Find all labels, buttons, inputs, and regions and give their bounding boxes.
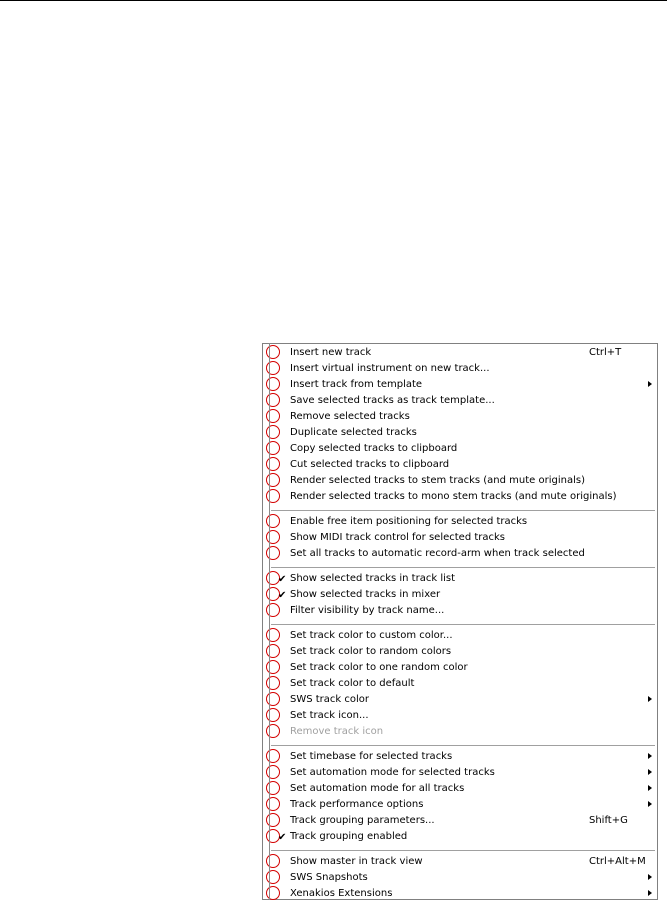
menu-item-xenakios-extensions[interactable] [263, 887, 657, 903]
menu-item-label: Cut selected tracks to clipboard [290, 459, 450, 470]
menu-item-label: Remove track icon [290, 726, 384, 737]
menu-item-track-grouping-enabled[interactable] [263, 830, 657, 846]
menu-item-label: Enable free item positioning for selected tracks [290, 516, 528, 527]
menu-item-label: Insert track from template [290, 379, 423, 390]
menu-item-label: Save selected tracks as track template... [290, 395, 495, 406]
checkmark-icon: ✔ [278, 832, 287, 843]
menu-item-label: Track performance options [290, 799, 424, 810]
menu-item-insert-track-from-template[interactable] [263, 378, 657, 394]
menu-item-label: Show selected tracks in mixer [290, 589, 441, 600]
menu-item-label: Set track color to default [290, 678, 415, 689]
submenu-arrow-icon [648, 890, 652, 896]
menu-item-shortcut: Ctrl+T [589, 347, 622, 358]
menu-item-set-track-icon[interactable] [263, 709, 657, 725]
menu-item-label: Set timebase for selected tracks [290, 751, 453, 762]
menu-item-insert-virtual-instrument-on-new-track[interactable] [263, 362, 657, 378]
track-context-menu [262, 343, 658, 900]
menu-separator [271, 624, 655, 625]
menu-item-label: Show MIDI track control for selected tracks [290, 532, 506, 543]
menu-item-set-track-color-to-random-colors[interactable] [263, 645, 657, 661]
menu-item-cut-selected-tracks-to-clipboard[interactable] [263, 458, 657, 474]
menu-item-filter-visibility-by-track-name[interactable] [263, 604, 657, 620]
menu-item-enable-free-item-positioning-for-selected-tracks[interactable] [263, 515, 657, 531]
menu-item-label: Filter visibility by track name... [290, 605, 445, 616]
menu-item-sws-track-color[interactable] [263, 693, 657, 709]
submenu-arrow-icon [648, 696, 652, 702]
menu-item-label: Show master in track view [290, 856, 423, 867]
checkmark-icon: ✔ [278, 590, 287, 601]
menu-item-show-selected-tracks-in-track-list[interactable] [263, 572, 657, 588]
menu-item-shortcut: Shift+G [589, 815, 628, 826]
menu-item-label: Track grouping parameters... [290, 815, 435, 826]
menu-item-show-midi-track-control-for-selected-tracks[interactable] [263, 531, 657, 547]
menu-item-label: SWS track color [290, 694, 370, 705]
menu-item-set-track-color-to-custom-color[interactable] [263, 629, 657, 645]
menu-item-label: Duplicate selected tracks [290, 427, 417, 438]
menu-separator [271, 510, 655, 511]
menu-gutter-line [269, 343, 270, 900]
menu-item-copy-selected-tracks-to-clipboard[interactable] [263, 442, 657, 458]
menu-item-label: Track grouping enabled [290, 831, 408, 842]
menu-item-label: Render selected tracks to stem tracks (and mute originals) [290, 475, 585, 486]
menu-item-set-all-tracks-to-automatic-record-arm-when-track-selected[interactable] [263, 547, 657, 563]
menu-item-label: Xenakios Extensions [290, 888, 393, 899]
submenu-arrow-icon [648, 785, 652, 791]
menu-item-label: Copy selected tracks to clipboard [290, 443, 458, 454]
menu-item-label: Set track color to custom color... [290, 630, 453, 641]
menu-item-remove-track-icon [263, 725, 657, 741]
menu-item-render-selected-tracks-to-stem-tracks-and-mute-originals[interactable] [263, 474, 657, 490]
menu-item-render-selected-tracks-to-mono-stem-tracks-and-mute-originals[interactable] [263, 490, 657, 506]
menu-item-save-selected-tracks-as-track-template[interactable] [263, 394, 657, 410]
menu-item-label: Set track color to one random color [290, 662, 468, 673]
menu-item-duplicate-selected-tracks[interactable] [263, 426, 657, 442]
menu-item-label: Set track icon... [290, 710, 369, 721]
menu-item-shortcut: Ctrl+Alt+M [589, 856, 646, 867]
menu-item-set-timebase-for-selected-tracks[interactable] [263, 750, 657, 766]
menu-item-label: Set all tracks to automatic record-arm when track selected [290, 548, 585, 559]
menu-separator [271, 850, 655, 851]
menu-item-label: Set track color to random colors [290, 646, 452, 657]
menu-item-label: Remove selected tracks [290, 411, 410, 422]
menu-separator [271, 745, 655, 746]
menu-item-label: Set automation mode for selected tracks [290, 767, 495, 778]
menu-item-insert-new-track[interactable] [263, 346, 657, 362]
submenu-arrow-icon [648, 769, 652, 775]
menu-item-set-automation-mode-for-all-tracks[interactable] [263, 782, 657, 798]
checkmark-icon: ✔ [278, 574, 287, 585]
menu-item-remove-selected-tracks[interactable] [263, 410, 657, 426]
submenu-arrow-icon [648, 381, 652, 387]
menu-item-label: Render selected tracks to mono stem tracks (and mute originals) [290, 491, 617, 502]
menu-item-sws-snapshots[interactable] [263, 871, 657, 887]
menu-item-label: Insert virtual instrument on new track... [290, 363, 490, 374]
menu-item-label: Set automation mode for all tracks [290, 783, 465, 794]
menu-item-label: Insert new track [290, 347, 372, 358]
menu-item-label: Show selected tracks in track list [290, 573, 455, 584]
menu-item-show-selected-tracks-in-mixer[interactable] [263, 588, 657, 604]
menu-item-track-performance-options[interactable] [263, 798, 657, 814]
submenu-arrow-icon [648, 801, 652, 807]
menu-item-track-grouping-parameters[interactable] [263, 814, 657, 830]
menu-item-set-track-color-to-one-random-color[interactable] [263, 661, 657, 677]
page-top-rule [0, 0, 667, 1]
menu-item-set-automation-mode-for-selected-tracks[interactable] [263, 766, 657, 782]
menu-separator [271, 567, 655, 568]
menu-item-label: SWS Snapshots [290, 872, 368, 883]
submenu-arrow-icon [648, 753, 652, 759]
submenu-arrow-icon [648, 874, 652, 880]
menu-item-show-master-in-track-view[interactable] [263, 855, 657, 871]
menu-item-set-track-color-to-default[interactable] [263, 677, 657, 693]
